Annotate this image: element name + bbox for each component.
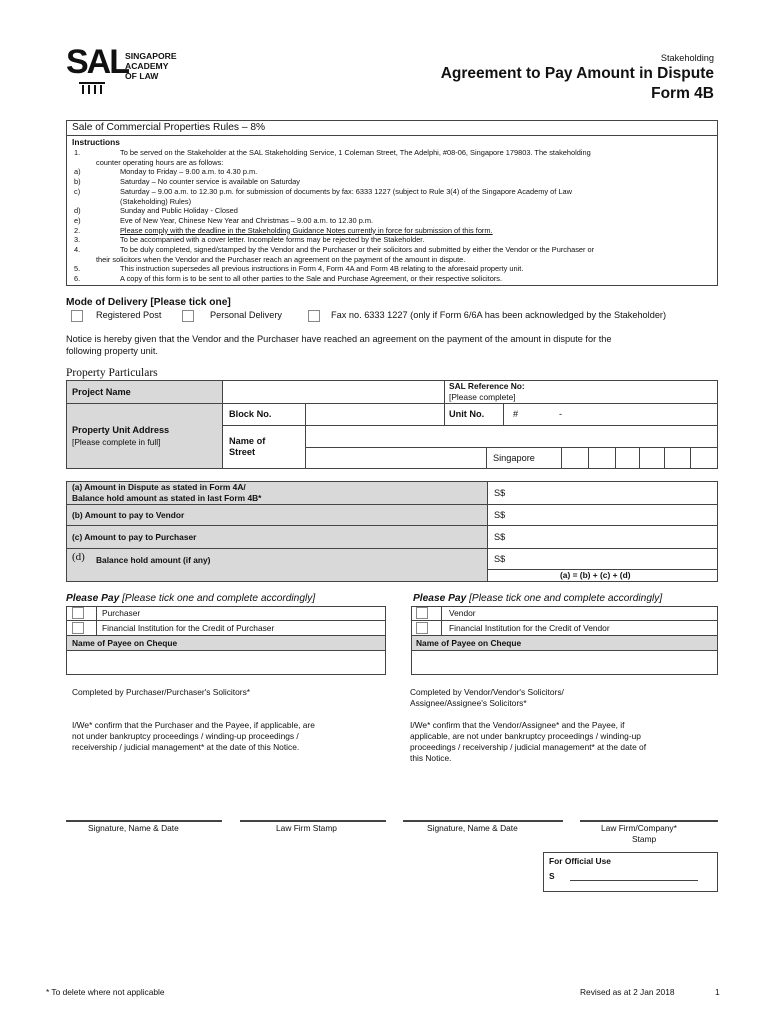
- project-name-label: Project Name: [72, 387, 131, 397]
- instruction-text: To be served on the Stakeholder at the SAL Stakeholding Service, 1 Coleman Street, The Adelphi, #08-06, Singapore 179803. The stakeholding: [120, 148, 591, 157]
- completed-left: Completed by Purchaser/Purchaser's Solicitors*: [72, 687, 251, 697]
- postal-digit-input[interactable]: [639, 447, 665, 469]
- registered-post-label: Registered Post: [96, 310, 162, 320]
- instruction-number: a): [74, 167, 81, 177]
- instruction-text: To be accompanied with a cover letter. Incomplete forms may be rejected by the Stakeholder.: [120, 235, 425, 245]
- postal-digit-input[interactable]: [615, 447, 640, 469]
- instruction-text: Saturday – No counter service is available on Saturday: [120, 177, 300, 187]
- unit-input[interactable]: [503, 403, 718, 426]
- purchaser-checkbox[interactable]: [72, 607, 84, 619]
- instruction-text: This instruction supersedes all previous instructions in Form 4, Form 4A and Form 4B relating to the aforesaid property unit.: [120, 264, 524, 274]
- fi-vendor-label: Financial Institution for the Credit of Vendor: [449, 623, 610, 633]
- amount-d-currency: S$: [494, 554, 506, 564]
- amount-b-input[interactable]: [487, 504, 718, 526]
- instruction-number: b): [74, 177, 81, 187]
- sig-left-label: Signature, Name & Date: [88, 823, 179, 833]
- pay-right-title: Please Pay [Please tick one and complete accordingly]: [413, 593, 663, 604]
- amount-d-label: Balance hold amount (if any): [96, 555, 211, 565]
- singapore-label: Singapore: [493, 453, 535, 463]
- fi-vendor-checkbox[interactable]: [416, 622, 428, 634]
- confirm-right-4: this Notice.: [410, 753, 452, 763]
- signature-line-left[interactable]: [66, 820, 222, 822]
- vendor-label: Vendor: [449, 608, 476, 618]
- personal-delivery-label: Personal Delivery: [210, 310, 282, 320]
- street-label-1: Name of: [229, 436, 266, 446]
- project-name-input[interactable]: [222, 380, 445, 404]
- instruction-text: Sunday and Public Holiday - Closed: [120, 206, 238, 216]
- instruction-text: their solicitors when the Vendor and the Purchaser reach an agreement on the payment of the amount in dispute.: [96, 254, 466, 264]
- pillars-icon: [79, 82, 105, 96]
- address-note: [Please complete in full]: [72, 437, 161, 447]
- notice-line2: following property unit.: [66, 346, 158, 356]
- logo-sal: SAL: [66, 43, 128, 81]
- street-input[interactable]: [305, 425, 718, 448]
- address-extra-input[interactable]: [305, 447, 487, 469]
- fax-label: Fax no. 6333 1227 (only if Form 6/6A has been acknowledged by the Stakeholder): [331, 310, 667, 320]
- block-input[interactable]: [305, 403, 445, 426]
- logo-line1: SINGAPORE: [125, 51, 177, 61]
- page-number: 1: [715, 987, 720, 997]
- vendor-checkbox[interactable]: [416, 607, 428, 619]
- payee-right-label: Name of Payee on Cheque: [416, 638, 522, 648]
- notice-line1: Notice is hereby given that the Vendor and the Purchaser have reached an agreement on the payment of the amount in dispute for the: [66, 334, 612, 344]
- sal-reference-note: [Please complete]: [449, 392, 516, 402]
- postal-digit-input[interactable]: [664, 447, 691, 469]
- stamp-line-left[interactable]: [240, 820, 386, 822]
- postal-digit-input[interactable]: [561, 447, 589, 469]
- completed-right-1: Completed by Vendor/Vendor's Solicitors/: [410, 687, 564, 697]
- logo-line3: OF LAW: [125, 71, 159, 81]
- amount-d-label-cell: [66, 548, 488, 582]
- amount-a-input[interactable]: [487, 481, 718, 505]
- amount-c-label: (c) Amount to pay to Purchaser: [72, 532, 197, 542]
- address-label: Property Unit Address: [72, 425, 170, 435]
- street-label-2: Street: [229, 447, 256, 457]
- amount-a-line2: Balance hold amount as stated in last Form 4B*: [72, 493, 262, 503]
- pay-left-title: Please Pay [Please tick one and complete accordingly]: [66, 593, 316, 604]
- fi-purchaser-label: Financial Institution for the Credit of Purchaser: [102, 623, 275, 633]
- instruction-number: 5.: [74, 264, 81, 274]
- instruction-number: 1.: [74, 148, 81, 157]
- footer-revised: Revised as at 2 Jan 2018: [580, 987, 675, 997]
- payee-left-label: Name of Payee on Cheque: [72, 638, 178, 648]
- confirm-left-3: receivership / judicial management* at the date of this Notice.: [72, 742, 300, 752]
- amount-d-input[interactable]: [487, 548, 718, 570]
- instruction-number: 2.: [74, 225, 81, 235]
- personal-delivery-checkbox[interactable]: [182, 310, 194, 322]
- unit-label: Unit No.: [449, 409, 485, 419]
- amount-b-currency: S$: [494, 510, 506, 520]
- amount-d-tag: (d): [72, 551, 85, 563]
- confirm-right-3: proceedings / receivership / judicial management* at the date of: [410, 742, 647, 752]
- fax-checkbox[interactable]: [308, 310, 320, 322]
- amount-c-currency: S$: [494, 532, 506, 542]
- postal-digit-input[interactable]: [690, 447, 718, 469]
- rules-heading: Sale of Commercial Properties Rules – 8%: [72, 122, 266, 133]
- stamp-line-right[interactable]: [580, 820, 718, 822]
- amount-a-currency: S$: [494, 488, 506, 498]
- instruction-text: counter operating hours are as follows:: [96, 157, 224, 167]
- registered-post-checkbox[interactable]: [71, 310, 83, 322]
- unit-dash: -: [559, 409, 563, 419]
- instruction-text: (Stakeholding) Rules): [120, 196, 192, 206]
- form-number: Form 4B: [651, 85, 714, 102]
- confirm-right-1: I/We* confirm that the Vendor/Assignee* and the Payee, if: [410, 720, 625, 730]
- unit-hash: #: [513, 409, 519, 419]
- property-heading: Property Particulars: [66, 367, 158, 379]
- instruction-text: Eve of New Year, Chinese New Year and Christmas – 9.00 a.m. to 12.30 p.m.: [120, 215, 374, 225]
- amount-b-label: (b) Amount to pay to Vendor: [72, 510, 185, 520]
- block-label: Block No.: [229, 409, 272, 419]
- instruction-number: 3.: [74, 235, 81, 245]
- footer-note: * To delete where not applicable: [46, 987, 165, 997]
- fi-purchaser-checkbox[interactable]: [72, 622, 84, 634]
- formula: (a) = (b) + (c) + (d): [560, 570, 631, 580]
- amount-a-line1: (a) Amount in Dispute as stated in Form 4A/: [72, 482, 246, 492]
- instruction-text: Saturday – 9.00 a.m. to 12.30 p.m. for submission of documents by fax: 6333 1227 (subject to Rule 3(4) of the Singapore Academy of Law: [120, 186, 572, 196]
- sig-right-label: Signature, Name & Date: [427, 823, 518, 833]
- stamp-left-label: Law Firm Stamp: [276, 823, 337, 833]
- instruction-number: 4.: [74, 245, 81, 254]
- confirm-right-2: applicable, are not under bankruptcy proceedings / winding-up: [410, 731, 641, 741]
- official-use-s: S: [549, 871, 555, 881]
- stamp-right-label-2: Stamp: [632, 834, 657, 844]
- instructions-title: Instructions: [72, 137, 120, 147]
- official-use-title: For Official Use: [549, 856, 611, 866]
- instruction-number: 6.: [74, 274, 81, 284]
- page-title: Agreement to Pay Amount in Dispute: [440, 65, 714, 82]
- postal-digit-input[interactable]: [588, 447, 616, 469]
- confirm-left-1: I/We* confirm that the Purchaser and the Payee, if applicable, are: [72, 720, 315, 730]
- purchaser-label: Purchaser: [102, 608, 141, 618]
- stamp-right-label-1: Law Firm/Company*: [601, 823, 677, 833]
- sal-reference-label: SAL Reference No:: [449, 381, 525, 391]
- instruction-number: c): [74, 186, 81, 196]
- confirm-left-2: not under bankruptcy proceedings / winding-up proceedings /: [72, 731, 299, 741]
- signature-line-right[interactable]: [403, 820, 563, 822]
- instruction-text: Please comply with the deadline in the Stakeholding Guidance Notes currently in force for submission of this form.: [120, 225, 493, 235]
- instruction-text: Monday to Friday – 9.00 a.m. to 4.30 p.m.: [120, 167, 258, 177]
- official-use-line: [570, 880, 698, 881]
- instruction-number: d): [74, 206, 81, 216]
- payee-left-input[interactable]: [66, 650, 386, 675]
- address-label-cell: [66, 403, 223, 469]
- payee-right-input[interactable]: [411, 650, 718, 675]
- completed-right-2: Assignee/Assignee's Solicitors*: [410, 698, 527, 708]
- instruction-text: To be duly completed, signed/stamped by the Vendor and the Purchaser or their solicitors and submitted by either the Vendor or the Purchaser or: [120, 245, 595, 254]
- logo-line2: ACADEMY: [125, 61, 169, 71]
- delivery-heading: Mode of Delivery [Please tick one]: [66, 297, 231, 308]
- amount-c-input[interactable]: [487, 525, 718, 549]
- header-small: Stakeholding: [660, 53, 714, 63]
- instruction-text: A copy of this form is to be sent to all other parties to the Sale and Purchase Agreement, or their respective solicitors.: [120, 274, 503, 284]
- instruction-number: e): [74, 215, 81, 225]
